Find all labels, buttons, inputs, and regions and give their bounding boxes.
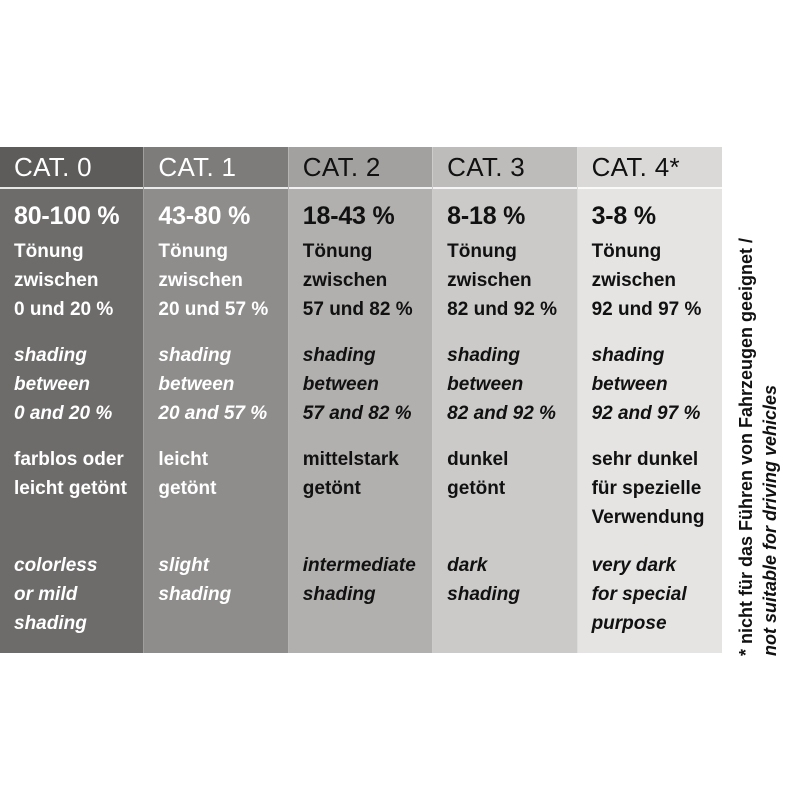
light-transmission-range: 8-18 % xyxy=(447,202,526,230)
category-header: CAT. 4* xyxy=(578,147,722,189)
category-header: CAT. 3 xyxy=(433,147,576,189)
light-transmission-range: 3-8 % xyxy=(591,202,656,230)
description-en: slight shading xyxy=(158,555,232,605)
category-header: CAT. 0 xyxy=(0,147,143,189)
light-transmission-range: 80-100 % xyxy=(14,202,120,230)
tint-range-de: Tönung zwischen 57 und 82 % xyxy=(302,241,413,320)
category-column-2 xyxy=(289,147,433,653)
description-en: intermediate shading xyxy=(302,555,416,605)
description-de: mittelstark getönt xyxy=(302,449,399,499)
footnote-line-en: not suitable for driving vehicles xyxy=(760,384,780,656)
description-en: very dark for special purpose xyxy=(591,555,687,634)
tint-range-de: Tönung zwischen 0 und 20 % xyxy=(14,241,114,320)
tint-range-de: Tönung zwischen 20 und 57 % xyxy=(158,241,269,320)
shading-range-en: shading between 92 and 97 % xyxy=(591,345,701,424)
shading-range-en: shading between 82 and 92 % xyxy=(447,345,556,424)
category-column-0 xyxy=(0,147,144,653)
footnote xyxy=(734,136,794,656)
category-header: CAT. 1 xyxy=(144,147,287,189)
description-de: sehr dunkel für spezielle Verwendung xyxy=(591,449,705,528)
light-transmission-range: 43-80 % xyxy=(158,202,251,230)
description-de: dunkel getönt xyxy=(447,449,509,499)
description-de: farblos oder leicht getönt xyxy=(14,449,127,499)
shading-range-en: shading between 57 and 82 % xyxy=(302,345,412,424)
footnote-line-de: * nicht für das Führen von Fahrzeugen geeignet / xyxy=(736,237,756,656)
category-column-1 xyxy=(144,147,288,653)
tint-range-de: Tönung zwischen 82 und 92 % xyxy=(447,241,557,320)
tint-range-de: Tönung zwischen 92 und 97 % xyxy=(591,241,702,320)
shading-range-en: shading between 0 and 20 % xyxy=(14,345,113,424)
category-column-3 xyxy=(433,147,577,653)
light-transmission-range: 18-43 % xyxy=(302,202,395,230)
description-en: colorless or mild shading xyxy=(14,555,98,634)
description-en: dark shading xyxy=(447,555,521,605)
category-header: CAT. 2 xyxy=(289,147,432,189)
category-column-4 xyxy=(578,147,722,653)
filter-category-table xyxy=(0,147,722,653)
description-de: leicht getönt xyxy=(158,449,217,499)
shading-range-en: shading between 20 and 57 % xyxy=(158,345,268,424)
